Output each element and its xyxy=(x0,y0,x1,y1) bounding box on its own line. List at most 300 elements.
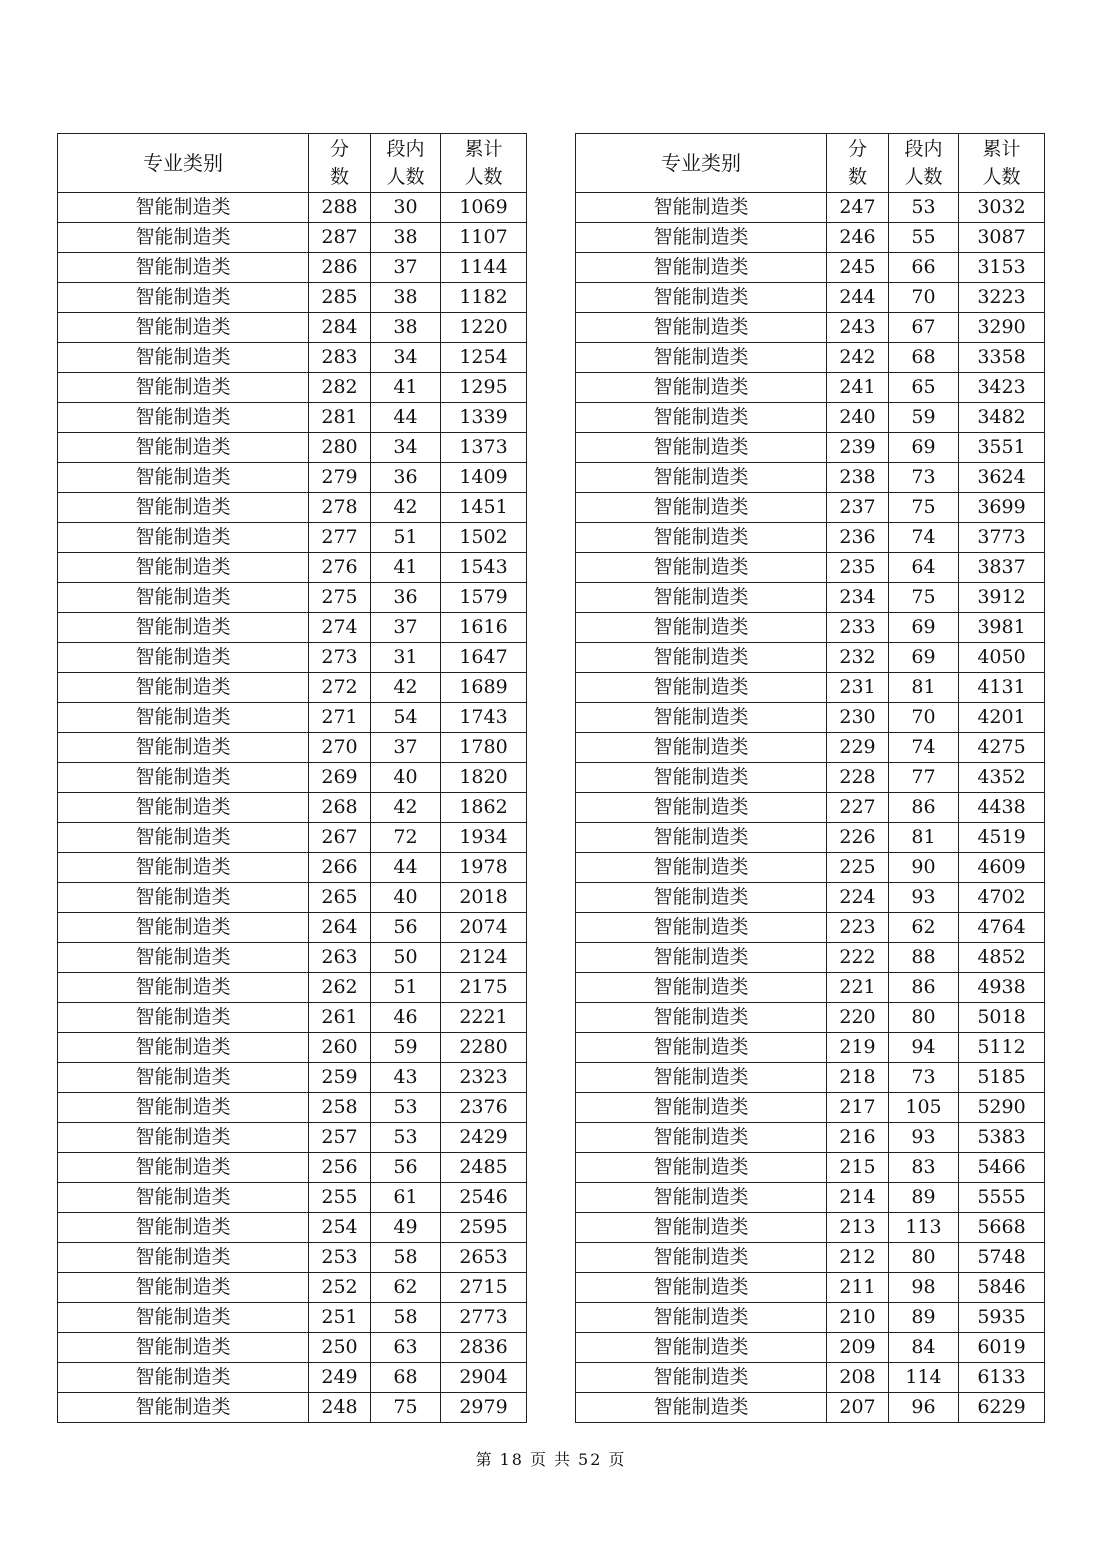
cell-score: 216 xyxy=(827,1123,889,1153)
table-row xyxy=(58,853,527,883)
cell-cumulative-count: 4050 xyxy=(959,643,1045,673)
cell-score: 233 xyxy=(827,613,889,643)
cell-cumulative-count: 3699 xyxy=(959,493,1045,523)
cell-category: 智能制造类 xyxy=(58,1213,309,1243)
cell-score: 228 xyxy=(827,763,889,793)
cell-cumulative-count: 1934 xyxy=(441,823,527,853)
cell-score: 221 xyxy=(827,973,889,1003)
cell-category: 智能制造类 xyxy=(58,1003,309,1033)
cell-category: 智能制造类 xyxy=(58,283,309,313)
cell-category: 智能制造类 xyxy=(576,1363,827,1393)
table-row xyxy=(576,763,1045,793)
table-row xyxy=(58,793,527,823)
cell-score: 207 xyxy=(827,1393,889,1423)
table-row xyxy=(576,253,1045,283)
footer-suffix: 页 xyxy=(608,1450,627,1469)
cell-score: 259 xyxy=(309,1063,371,1093)
cell-band-count: 75 xyxy=(889,493,959,523)
cell-band-count: 75 xyxy=(889,583,959,613)
table-row xyxy=(58,493,527,523)
cell-score: 239 xyxy=(827,433,889,463)
cell-score: 226 xyxy=(827,823,889,853)
score-table-left xyxy=(57,133,527,1423)
cell-category: 智能制造类 xyxy=(58,913,309,943)
cell-category: 智能制造类 xyxy=(58,673,309,703)
cell-band-count: 36 xyxy=(371,583,441,613)
cell-score: 243 xyxy=(827,313,889,343)
cell-category: 智能制造类 xyxy=(576,853,827,883)
cell-cumulative-count: 3551 xyxy=(959,433,1045,463)
cell-band-count: 105 xyxy=(889,1093,959,1123)
cell-category: 智能制造类 xyxy=(576,223,827,253)
table-row xyxy=(58,1003,527,1033)
cell-cumulative-count: 2074 xyxy=(441,913,527,943)
cell-band-count: 59 xyxy=(371,1033,441,1063)
cell-score: 241 xyxy=(827,373,889,403)
cell-score: 240 xyxy=(827,403,889,433)
cell-category: 智能制造类 xyxy=(576,703,827,733)
header-cumulative-count: 累计 人数 xyxy=(441,134,527,193)
table-row xyxy=(576,1303,1045,1333)
cell-cumulative-count: 2429 xyxy=(441,1123,527,1153)
cell-score: 260 xyxy=(309,1033,371,1063)
cell-score: 251 xyxy=(309,1303,371,1333)
cell-band-count: 98 xyxy=(889,1273,959,1303)
cell-band-count: 69 xyxy=(889,613,959,643)
footer-total-pages: 52 xyxy=(578,1450,603,1469)
table-row xyxy=(576,1063,1045,1093)
cell-category: 智能制造类 xyxy=(576,1183,827,1213)
cell-cumulative-count: 4275 xyxy=(959,733,1045,763)
cell-cumulative-count: 1107 xyxy=(441,223,527,253)
cell-category: 智能制造类 xyxy=(576,433,827,463)
cell-cumulative-count: 2653 xyxy=(441,1243,527,1273)
cell-cumulative-count: 3624 xyxy=(959,463,1045,493)
table-row xyxy=(576,493,1045,523)
table-row xyxy=(58,343,527,373)
cell-cumulative-count: 1295 xyxy=(441,373,527,403)
table-row xyxy=(576,613,1045,643)
table-row xyxy=(58,883,527,913)
table-row xyxy=(576,343,1045,373)
cell-band-count: 74 xyxy=(889,523,959,553)
cell-band-count: 77 xyxy=(889,763,959,793)
cell-band-count: 80 xyxy=(889,1003,959,1033)
cell-score: 219 xyxy=(827,1033,889,1063)
table-row xyxy=(576,1033,1045,1063)
table-row xyxy=(58,463,527,493)
table-row xyxy=(58,583,527,613)
cell-cumulative-count: 2175 xyxy=(441,973,527,1003)
cell-score: 278 xyxy=(309,493,371,523)
cell-score: 217 xyxy=(827,1093,889,1123)
cell-category: 智能制造类 xyxy=(58,493,309,523)
cell-cumulative-count: 1978 xyxy=(441,853,527,883)
cell-band-count: 54 xyxy=(371,703,441,733)
cell-category: 智能制造类 xyxy=(576,373,827,403)
cell-band-count: 81 xyxy=(889,673,959,703)
table-row xyxy=(58,913,527,943)
cell-band-count: 34 xyxy=(371,343,441,373)
cell-cumulative-count: 2221 xyxy=(441,1003,527,1033)
cell-band-count: 90 xyxy=(889,853,959,883)
cell-category: 智能制造类 xyxy=(576,733,827,763)
cell-band-count: 49 xyxy=(371,1213,441,1243)
cell-cumulative-count: 5018 xyxy=(959,1003,1045,1033)
table-row xyxy=(58,763,527,793)
table-row xyxy=(576,913,1045,943)
cell-cumulative-count: 1780 xyxy=(441,733,527,763)
cell-score: 285 xyxy=(309,283,371,313)
cell-score: 250 xyxy=(309,1333,371,1363)
cell-cumulative-count: 4764 xyxy=(959,913,1045,943)
cell-band-count: 41 xyxy=(371,553,441,583)
table-row xyxy=(576,1363,1045,1393)
cell-category: 智能制造类 xyxy=(58,433,309,463)
cell-band-count: 68 xyxy=(889,343,959,373)
table-row xyxy=(576,373,1045,403)
cell-category: 智能制造类 xyxy=(576,973,827,1003)
cell-category: 智能制造类 xyxy=(576,313,827,343)
cell-cumulative-count: 2376 xyxy=(441,1093,527,1123)
cell-score: 252 xyxy=(309,1273,371,1303)
cell-band-count: 42 xyxy=(371,793,441,823)
cell-score: 232 xyxy=(827,643,889,673)
cell-band-count: 66 xyxy=(889,253,959,283)
table-row xyxy=(576,1003,1045,1033)
cell-score: 287 xyxy=(309,223,371,253)
cell-band-count: 46 xyxy=(371,1003,441,1033)
cell-score: 208 xyxy=(827,1363,889,1393)
cell-cumulative-count: 4352 xyxy=(959,763,1045,793)
cell-score: 237 xyxy=(827,493,889,523)
cell-score: 242 xyxy=(827,343,889,373)
cell-cumulative-count: 2595 xyxy=(441,1213,527,1243)
cell-score: 274 xyxy=(309,613,371,643)
cell-band-count: 38 xyxy=(371,283,441,313)
cell-band-count: 69 xyxy=(889,643,959,673)
cell-category: 智能制造类 xyxy=(576,403,827,433)
cell-score: 214 xyxy=(827,1183,889,1213)
table-row xyxy=(576,1273,1045,1303)
cell-band-count: 67 xyxy=(889,313,959,343)
table-row xyxy=(58,313,527,343)
cell-cumulative-count: 3981 xyxy=(959,613,1045,643)
cell-score: 215 xyxy=(827,1153,889,1183)
cell-band-count: 72 xyxy=(371,823,441,853)
cell-band-count: 42 xyxy=(371,493,441,523)
cell-category: 智能制造类 xyxy=(58,733,309,763)
cell-score: 267 xyxy=(309,823,371,853)
cell-band-count: 40 xyxy=(371,763,441,793)
table-row xyxy=(576,823,1045,853)
cell-score: 270 xyxy=(309,733,371,763)
cell-category: 智能制造类 xyxy=(58,463,309,493)
table-row xyxy=(58,193,527,223)
cell-cumulative-count: 4519 xyxy=(959,823,1045,853)
cell-band-count: 70 xyxy=(889,283,959,313)
cell-category: 智能制造类 xyxy=(58,823,309,853)
cell-category: 智能制造类 xyxy=(576,823,827,853)
cell-category: 智能制造类 xyxy=(576,193,827,223)
table-row xyxy=(58,1393,527,1423)
cell-band-count: 53 xyxy=(371,1123,441,1153)
cell-category: 智能制造类 xyxy=(576,1003,827,1033)
cell-cumulative-count: 1543 xyxy=(441,553,527,583)
cell-score: 223 xyxy=(827,913,889,943)
cell-category: 智能制造类 xyxy=(58,223,309,253)
cell-band-count: 75 xyxy=(371,1393,441,1423)
cell-score: 253 xyxy=(309,1243,371,1273)
cell-score: 231 xyxy=(827,673,889,703)
table-row xyxy=(58,823,527,853)
cell-category: 智能制造类 xyxy=(576,1123,827,1153)
cell-cumulative-count: 6019 xyxy=(959,1333,1045,1363)
footer-prefix: 第 xyxy=(475,1450,494,1469)
cell-category: 智能制造类 xyxy=(576,1033,827,1063)
cell-score: 229 xyxy=(827,733,889,763)
table-row xyxy=(576,853,1045,883)
table-row xyxy=(58,703,527,733)
cell-band-count: 89 xyxy=(889,1303,959,1333)
table-row xyxy=(58,943,527,973)
cell-category: 智能制造类 xyxy=(58,853,309,883)
cell-score: 212 xyxy=(827,1243,889,1273)
cell-cumulative-count: 2979 xyxy=(441,1393,527,1423)
cell-cumulative-count: 4201 xyxy=(959,703,1045,733)
table-row xyxy=(576,553,1045,583)
cell-category: 智能制造类 xyxy=(576,463,827,493)
cell-category: 智能制造类 xyxy=(576,883,827,913)
cell-cumulative-count: 3358 xyxy=(959,343,1045,373)
cell-score: 282 xyxy=(309,373,371,403)
cell-cumulative-count: 2904 xyxy=(441,1363,527,1393)
header-score: 分 数 xyxy=(827,134,889,193)
header-category: 专业类别 xyxy=(58,134,309,193)
cell-cumulative-count: 5846 xyxy=(959,1273,1045,1303)
cell-band-count: 42 xyxy=(371,673,441,703)
cell-category: 智能制造类 xyxy=(58,1243,309,1273)
cell-score: 257 xyxy=(309,1123,371,1153)
table-row xyxy=(576,1243,1045,1273)
cell-category: 智能制造类 xyxy=(58,973,309,1003)
table-row xyxy=(58,1183,527,1213)
cell-cumulative-count: 1647 xyxy=(441,643,527,673)
cell-category: 智能制造类 xyxy=(58,1033,309,1063)
cell-category: 智能制造类 xyxy=(576,1153,827,1183)
cell-band-count: 59 xyxy=(889,403,959,433)
table-row xyxy=(58,283,527,313)
cell-category: 智能制造类 xyxy=(58,1333,309,1363)
table-row xyxy=(576,793,1045,823)
cell-cumulative-count: 3153 xyxy=(959,253,1045,283)
cell-category: 智能制造类 xyxy=(576,613,827,643)
cell-cumulative-count: 3482 xyxy=(959,403,1045,433)
cell-band-count: 38 xyxy=(371,313,441,343)
cell-score: 238 xyxy=(827,463,889,493)
table-row xyxy=(576,703,1045,733)
cell-category: 智能制造类 xyxy=(576,343,827,373)
cell-band-count: 62 xyxy=(371,1273,441,1303)
table-row xyxy=(576,193,1045,223)
cell-band-count: 80 xyxy=(889,1243,959,1273)
cell-band-count: 37 xyxy=(371,613,441,643)
cell-cumulative-count: 1451 xyxy=(441,493,527,523)
table-row xyxy=(58,373,527,403)
cell-score: 276 xyxy=(309,553,371,583)
cell-cumulative-count: 2485 xyxy=(441,1153,527,1183)
cell-band-count: 38 xyxy=(371,223,441,253)
cell-score: 248 xyxy=(309,1393,371,1423)
cell-cumulative-count: 1144 xyxy=(441,253,527,283)
cell-category: 智能制造类 xyxy=(576,1063,827,1093)
footer-current-page: 18 xyxy=(499,1450,524,1469)
cell-score: 273 xyxy=(309,643,371,673)
score-table-right xyxy=(575,133,1045,1423)
table-row xyxy=(576,1153,1045,1183)
cell-cumulative-count: 1862 xyxy=(441,793,527,823)
cell-category: 智能制造类 xyxy=(58,403,309,433)
cell-band-count: 56 xyxy=(371,1153,441,1183)
cell-cumulative-count: 1616 xyxy=(441,613,527,643)
cell-category: 智能制造类 xyxy=(58,1063,309,1093)
cell-category: 智能制造类 xyxy=(58,523,309,553)
cell-band-count: 73 xyxy=(889,463,959,493)
cell-score: 255 xyxy=(309,1183,371,1213)
table-row xyxy=(58,1093,527,1123)
table-row xyxy=(576,433,1045,463)
cell-category: 智能制造类 xyxy=(576,793,827,823)
cell-band-count: 69 xyxy=(889,433,959,463)
cell-cumulative-count: 1254 xyxy=(441,343,527,373)
cell-cumulative-count: 1502 xyxy=(441,523,527,553)
cell-score: 271 xyxy=(309,703,371,733)
table-row xyxy=(576,733,1045,763)
cell-band-count: 58 xyxy=(371,1243,441,1273)
table-row xyxy=(58,553,527,583)
cell-band-count: 64 xyxy=(889,553,959,583)
cell-score: 213 xyxy=(827,1213,889,1243)
cell-band-count: 89 xyxy=(889,1183,959,1213)
cell-score: 288 xyxy=(309,193,371,223)
cell-band-count: 93 xyxy=(889,1123,959,1153)
cell-cumulative-count: 1220 xyxy=(441,313,527,343)
cell-cumulative-count: 2546 xyxy=(441,1183,527,1213)
cell-cumulative-count: 6229 xyxy=(959,1393,1045,1423)
table-row xyxy=(576,673,1045,703)
cell-category: 智能制造类 xyxy=(58,1153,309,1183)
cell-category: 智能制造类 xyxy=(576,1303,827,1333)
table-row xyxy=(576,523,1045,553)
table-row xyxy=(58,1273,527,1303)
cell-cumulative-count: 2124 xyxy=(441,943,527,973)
cell-category: 智能制造类 xyxy=(576,673,827,703)
header-band-count: 段内 人数 xyxy=(889,134,959,193)
cell-score: 244 xyxy=(827,283,889,313)
cell-score: 264 xyxy=(309,913,371,943)
cell-category: 智能制造类 xyxy=(576,1333,827,1363)
cell-band-count: 62 xyxy=(889,913,959,943)
cell-cumulative-count: 3423 xyxy=(959,373,1045,403)
cell-band-count: 44 xyxy=(371,853,441,883)
cell-score: 283 xyxy=(309,343,371,373)
cell-score: 224 xyxy=(827,883,889,913)
cell-cumulative-count: 4938 xyxy=(959,973,1045,1003)
cell-score: 247 xyxy=(827,193,889,223)
cell-score: 286 xyxy=(309,253,371,283)
cell-score: 275 xyxy=(309,583,371,613)
cell-category: 智能制造类 xyxy=(576,763,827,793)
cell-score: 234 xyxy=(827,583,889,613)
cell-score: 225 xyxy=(827,853,889,883)
table-row xyxy=(58,523,527,553)
cell-category: 智能制造类 xyxy=(58,1183,309,1213)
cell-category: 智能制造类 xyxy=(58,193,309,223)
table-row xyxy=(576,1123,1045,1153)
table-row xyxy=(58,223,527,253)
table-row xyxy=(576,223,1045,253)
cell-band-count: 37 xyxy=(371,733,441,763)
cell-band-count: 94 xyxy=(889,1033,959,1063)
header-row xyxy=(58,134,527,193)
cell-score: 227 xyxy=(827,793,889,823)
cell-cumulative-count: 2773 xyxy=(441,1303,527,1333)
cell-cumulative-count: 3773 xyxy=(959,523,1045,553)
cell-band-count: 93 xyxy=(889,883,959,913)
table-row xyxy=(58,1303,527,1333)
table-body xyxy=(576,193,1045,1423)
cell-category: 智能制造类 xyxy=(576,553,827,583)
cell-band-count: 96 xyxy=(889,1393,959,1423)
cell-band-count: 113 xyxy=(889,1213,959,1243)
cell-category: 智能制造类 xyxy=(58,643,309,673)
cell-band-count: 36 xyxy=(371,463,441,493)
cell-cumulative-count: 1069 xyxy=(441,193,527,223)
cell-cumulative-count: 1743 xyxy=(441,703,527,733)
cell-cumulative-count: 5185 xyxy=(959,1063,1045,1093)
cell-cumulative-count: 5466 xyxy=(959,1153,1045,1183)
cell-band-count: 81 xyxy=(889,823,959,853)
footer-total-word: 共 xyxy=(554,1450,573,1469)
cell-score: 277 xyxy=(309,523,371,553)
cell-category: 智能制造类 xyxy=(58,763,309,793)
table-row xyxy=(576,1333,1045,1363)
cell-score: 269 xyxy=(309,763,371,793)
cell-category: 智能制造类 xyxy=(58,703,309,733)
table-row xyxy=(58,433,527,463)
cell-cumulative-count: 3837 xyxy=(959,553,1045,583)
cell-category: 智能制造类 xyxy=(576,493,827,523)
table-row xyxy=(58,1033,527,1063)
cell-band-count: 70 xyxy=(889,703,959,733)
cell-category: 智能制造类 xyxy=(58,343,309,373)
header-cumulative-count: 累计 人数 xyxy=(959,134,1045,193)
cell-cumulative-count: 4131 xyxy=(959,673,1045,703)
cell-cumulative-count: 2323 xyxy=(441,1063,527,1093)
header-category: 专业类别 xyxy=(576,134,827,193)
table-row xyxy=(576,973,1045,1003)
cell-score: 222 xyxy=(827,943,889,973)
cell-cumulative-count: 4609 xyxy=(959,853,1045,883)
cell-score: 236 xyxy=(827,523,889,553)
cell-score: 249 xyxy=(309,1363,371,1393)
cell-score: 218 xyxy=(827,1063,889,1093)
table-row xyxy=(58,973,527,1003)
cell-cumulative-count: 5748 xyxy=(959,1243,1045,1273)
cell-cumulative-count: 5555 xyxy=(959,1183,1045,1213)
cell-band-count: 63 xyxy=(371,1333,441,1363)
cell-cumulative-count: 4702 xyxy=(959,883,1045,913)
